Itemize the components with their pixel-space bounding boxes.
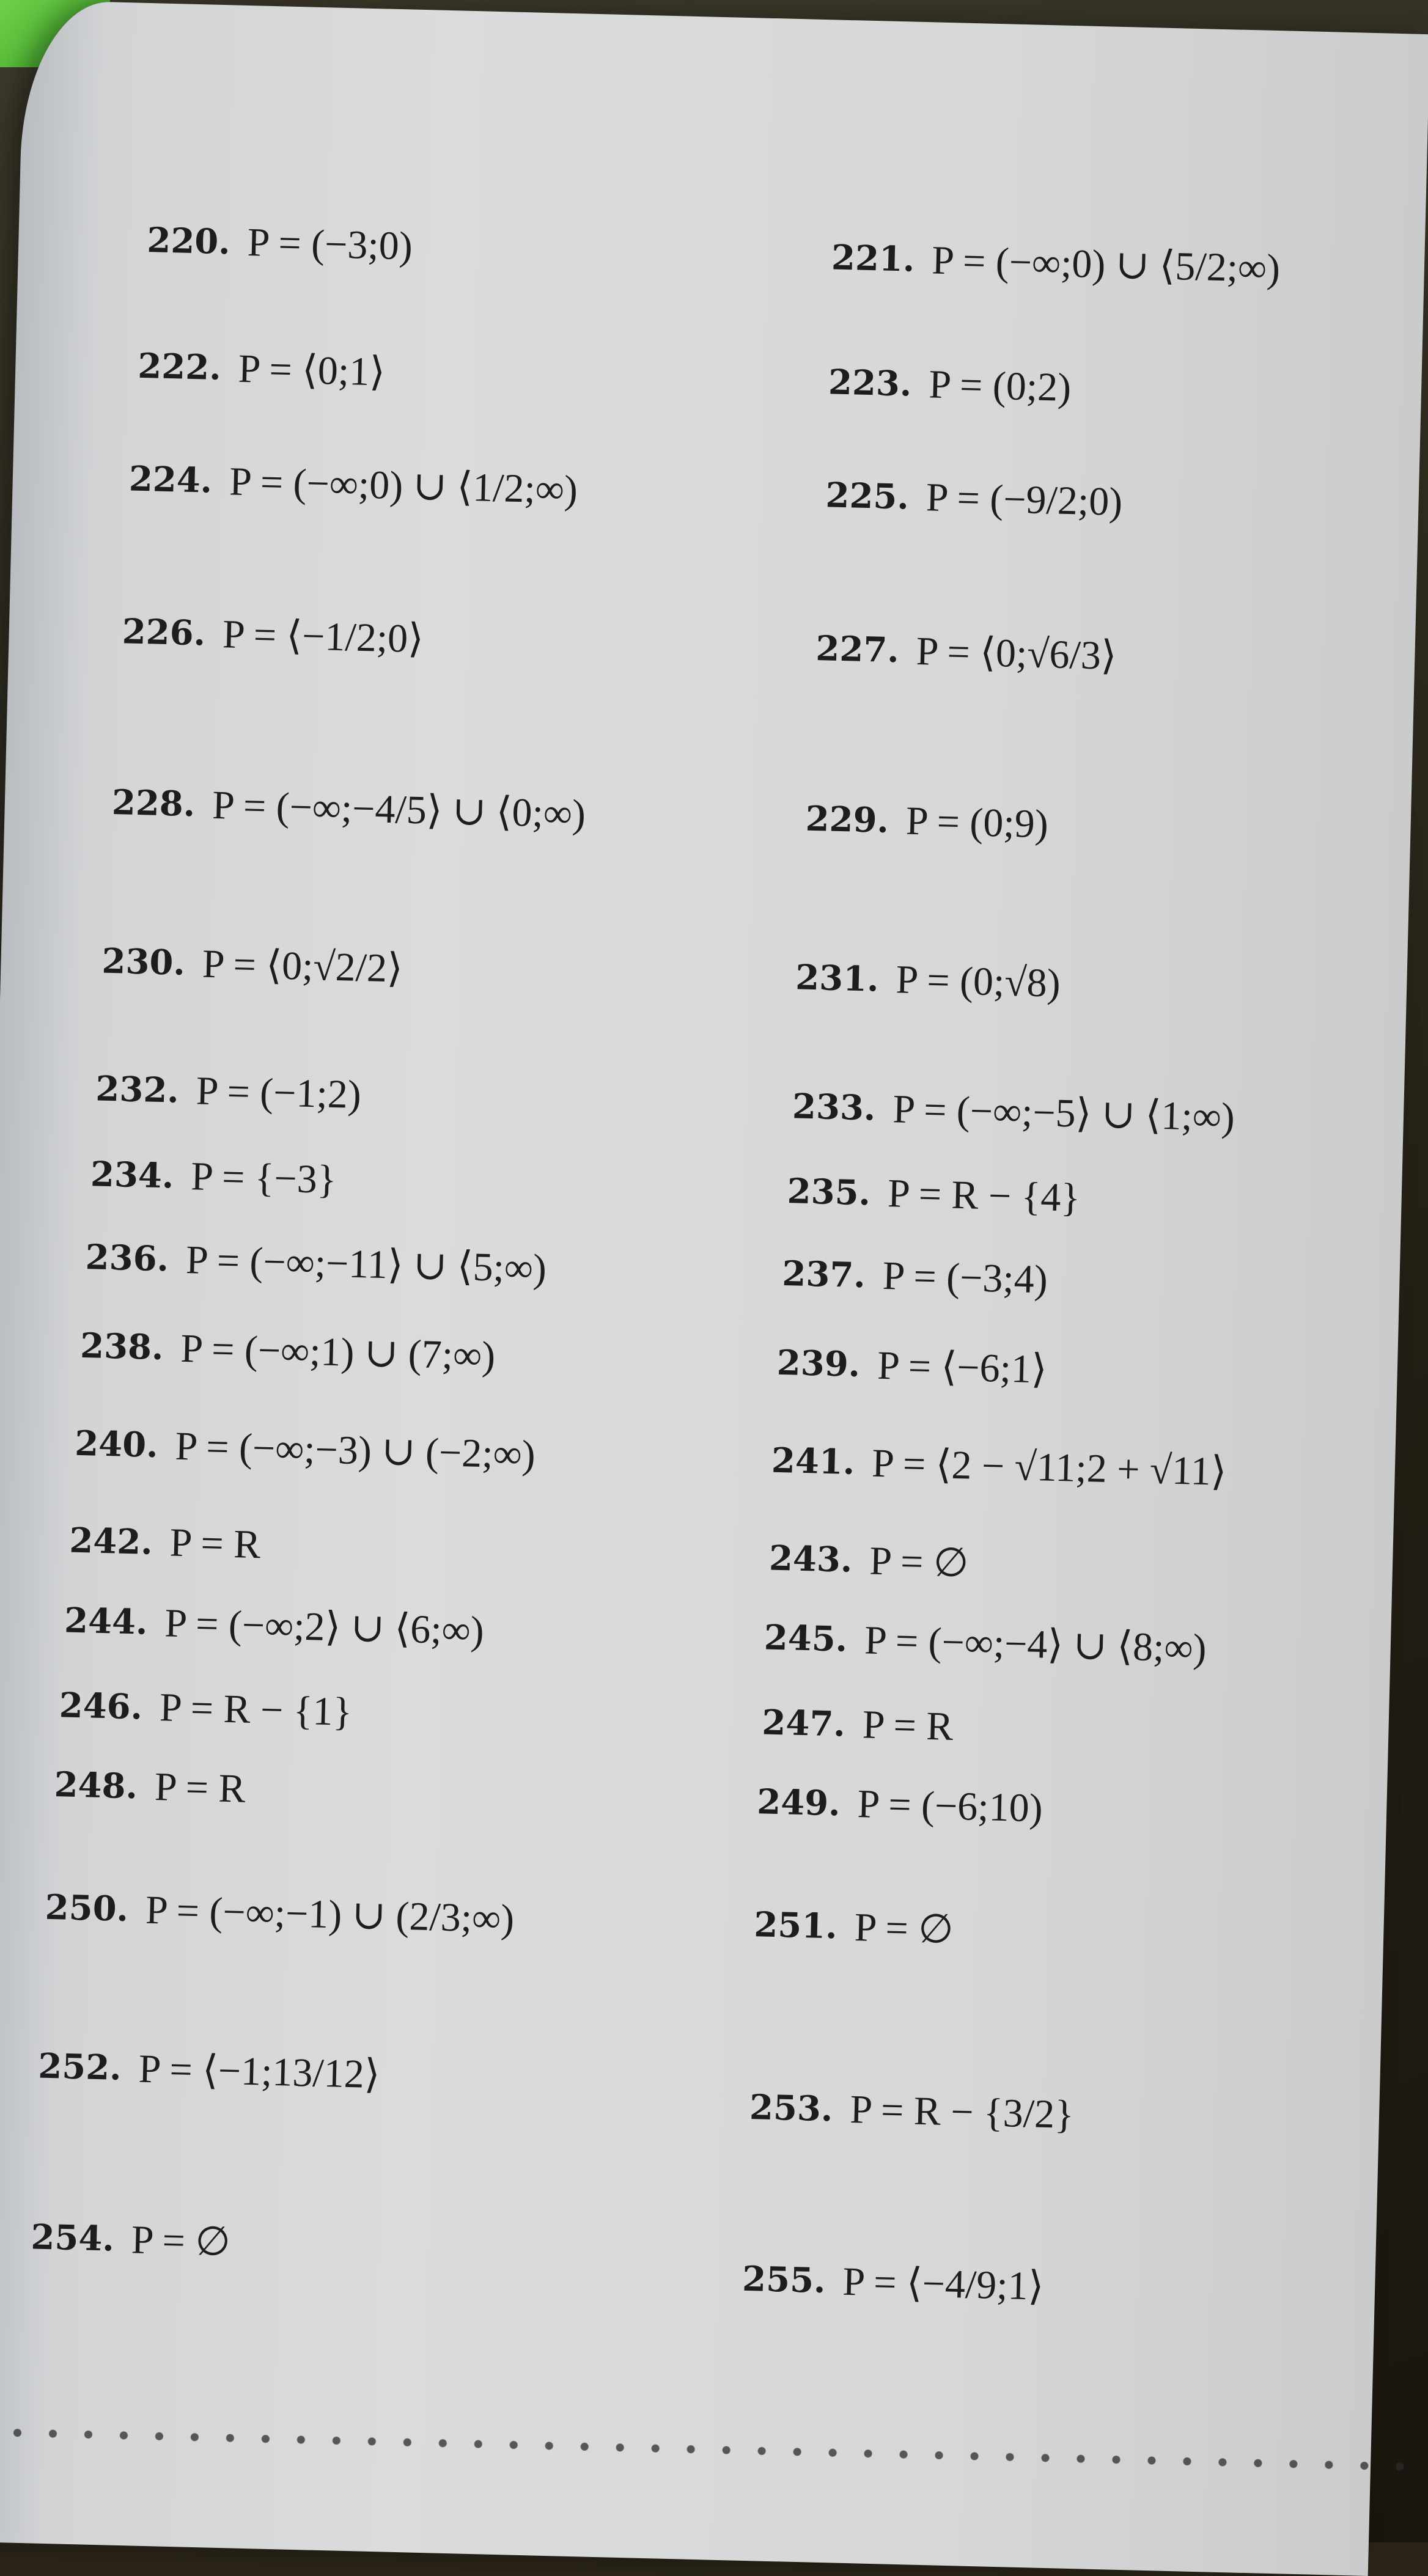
answer-expression: P = R − {4}	[887, 1171, 1081, 1220]
answer-233	[792, 1082, 1235, 1141]
answer-expression: P = {−3}	[190, 1154, 337, 1203]
answer-239	[776, 1339, 1048, 1393]
answer-expression: P = (−6;10)	[856, 1782, 1043, 1831]
answer-expression: P = ⟨2 − √11;2 + √11⟩	[871, 1440, 1227, 1494]
answer-expression: P = (−∞;1) ∪ (7;∞)	[180, 1326, 496, 1379]
answer-expression: P = ⟨0;1⟩	[237, 346, 386, 395]
answer-expression: P = ⟨−4/9;1⟩	[842, 2259, 1045, 2309]
answer-expression: P = R	[169, 1520, 262, 1568]
problem-number: 223.	[828, 362, 913, 405]
answer-expression: P = (−∞;−5⟩ ∪ ⟨1;∞)	[892, 1087, 1235, 1140]
answer-expression: P = R − {3/2}	[849, 2087, 1075, 2137]
problem-number: 220.	[146, 220, 231, 263]
answer-expression: P = ⟨0;√2/2⟩	[202, 941, 403, 991]
answer-expression: P = (0;2)	[928, 362, 1072, 411]
answer-expression: P = (−∞;−4⟩ ∪ ⟨8;∞)	[864, 1618, 1207, 1671]
answer-expression: P = (−∞;2⟩ ∪ ⟨6;∞)	[164, 1601, 485, 1654]
answer-expression: P = ⟨0;√6/3⟩	[915, 628, 1117, 678]
problem-number: 235.	[786, 1171, 871, 1214]
answer-248	[54, 1761, 246, 1813]
problem-number: 248.	[53, 1764, 138, 1807]
answer-expression: P = (−1;2)	[195, 1068, 362, 1117]
answer-247	[762, 1699, 954, 1750]
answer-expression: P = (−∞;−1) ∪ (2/3;∞)	[145, 1887, 515, 1942]
answer-224	[128, 455, 578, 513]
answer-252	[37, 2042, 380, 2099]
problem-number: 232.	[95, 1068, 180, 1111]
problem-number: 253.	[749, 2087, 834, 2130]
answer-246	[59, 1682, 353, 1736]
answer-255	[742, 2255, 1044, 2310]
answer-245	[764, 1613, 1207, 1672]
answer-251	[753, 1901, 954, 1953]
answer-expression: P = (−∞;0) ∪ ⟨1/2;∞)	[229, 459, 578, 513]
answer-229	[805, 796, 1049, 848]
problem-number: 230.	[101, 941, 186, 983]
answer-249	[756, 1778, 1043, 1832]
answer-expression: P = (−∞;−3) ∪ (−2;∞)	[174, 1423, 536, 1478]
answer-254	[31, 2213, 231, 2266]
answer-222	[137, 342, 386, 396]
answer-237	[782, 1250, 1048, 1304]
problem-number: 238.	[79, 1325, 164, 1368]
problem-number: 240.	[74, 1423, 159, 1466]
problem-number: 221.	[831, 237, 916, 280]
answer-231	[795, 954, 1061, 1007]
problem-number: 250.	[44, 1887, 129, 1930]
problem-number: 247.	[761, 1702, 846, 1745]
answer-228	[111, 779, 586, 838]
answer-expression: P = (−∞;0) ∪ ⟨5/2;∞)	[931, 238, 1281, 292]
answer-expression: P = R	[861, 1702, 954, 1749]
answer-227	[815, 625, 1117, 680]
problem-number: 236.	[84, 1237, 169, 1280]
answer-expression: P = ⟨−6;1⟩	[877, 1343, 1048, 1392]
answer-expression: P = ∅	[853, 1905, 954, 1953]
answer-expression: P = ⟨−1/2;0⟩	[222, 612, 424, 662]
answer-236	[85, 1233, 547, 1292]
answer-expression: P = (−9/2;0)	[926, 475, 1124, 525]
problem-number: 224.	[128, 458, 213, 501]
problem-number: 241.	[771, 1440, 856, 1483]
answer-expression: P = (−3;0)	[246, 220, 413, 269]
problem-number: 255.	[742, 2258, 826, 2302]
problem-number: 226.	[121, 611, 206, 654]
answer-242	[69, 1517, 262, 1569]
answer-244	[64, 1596, 484, 1654]
answer-225	[825, 472, 1123, 526]
problem-number: 233.	[792, 1086, 877, 1129]
problem-number: 239.	[776, 1342, 861, 1385]
answer-238	[79, 1322, 496, 1380]
problem-number: 242.	[68, 1520, 153, 1563]
answer-250	[45, 1884, 515, 1943]
answer-243	[768, 1535, 969, 1587]
answer-221	[831, 233, 1281, 292]
answer-232	[95, 1065, 362, 1118]
answer-expression: P = R	[154, 1764, 246, 1811]
problem-number: 254.	[30, 2217, 115, 2259]
answer-223	[828, 359, 1072, 411]
problem-number: 234.	[90, 1154, 175, 1197]
answer-expression: P = (−∞;−4/5⟩ ∪ ⟨0;∞)	[212, 782, 586, 837]
problem-number: 243.	[768, 1538, 853, 1580]
answer-expression: P = (0;9)	[905, 798, 1049, 847]
problem-number: 222.	[137, 345, 222, 389]
answer-expression: P = ⟨−1;13/12⟩	[138, 2046, 381, 2097]
problem-number: 249.	[756, 1782, 841, 1824]
answer-expression: P = (−3;4)	[881, 1253, 1048, 1302]
problem-number: 246.	[59, 1685, 144, 1728]
answer-expression: P = ∅	[131, 2217, 231, 2265]
answer-220	[147, 217, 413, 270]
answer-253	[749, 2084, 1075, 2138]
problem-number: 229.	[804, 798, 889, 841]
answer-241	[771, 1437, 1227, 1495]
problem-number: 251.	[753, 1904, 838, 1947]
problem-number: 228.	[111, 782, 196, 825]
answer-expression: P = ∅	[869, 1538, 970, 1586]
answer-240	[74, 1420, 536, 1478]
answer-expression: P = (0;√8)	[895, 957, 1061, 1006]
problem-number: 227.	[815, 628, 900, 671]
answer-226	[122, 607, 424, 662]
problem-number: 244.	[64, 1600, 149, 1643]
problem-number: 231.	[795, 957, 880, 1000]
problem-number: 245.	[764, 1617, 848, 1660]
problem-number: 225.	[825, 475, 910, 518]
answer-230	[101, 938, 403, 993]
problem-number: 237.	[781, 1253, 866, 1296]
answer-expression: P = R − {1}	[159, 1685, 353, 1734]
answer-235	[787, 1168, 1081, 1222]
answer-234	[90, 1151, 337, 1203]
answer-expression: P = (−∞;−11⟩ ∪ ⟨5;∞)	[185, 1238, 547, 1291]
problem-number: 252.	[37, 2046, 122, 2088]
